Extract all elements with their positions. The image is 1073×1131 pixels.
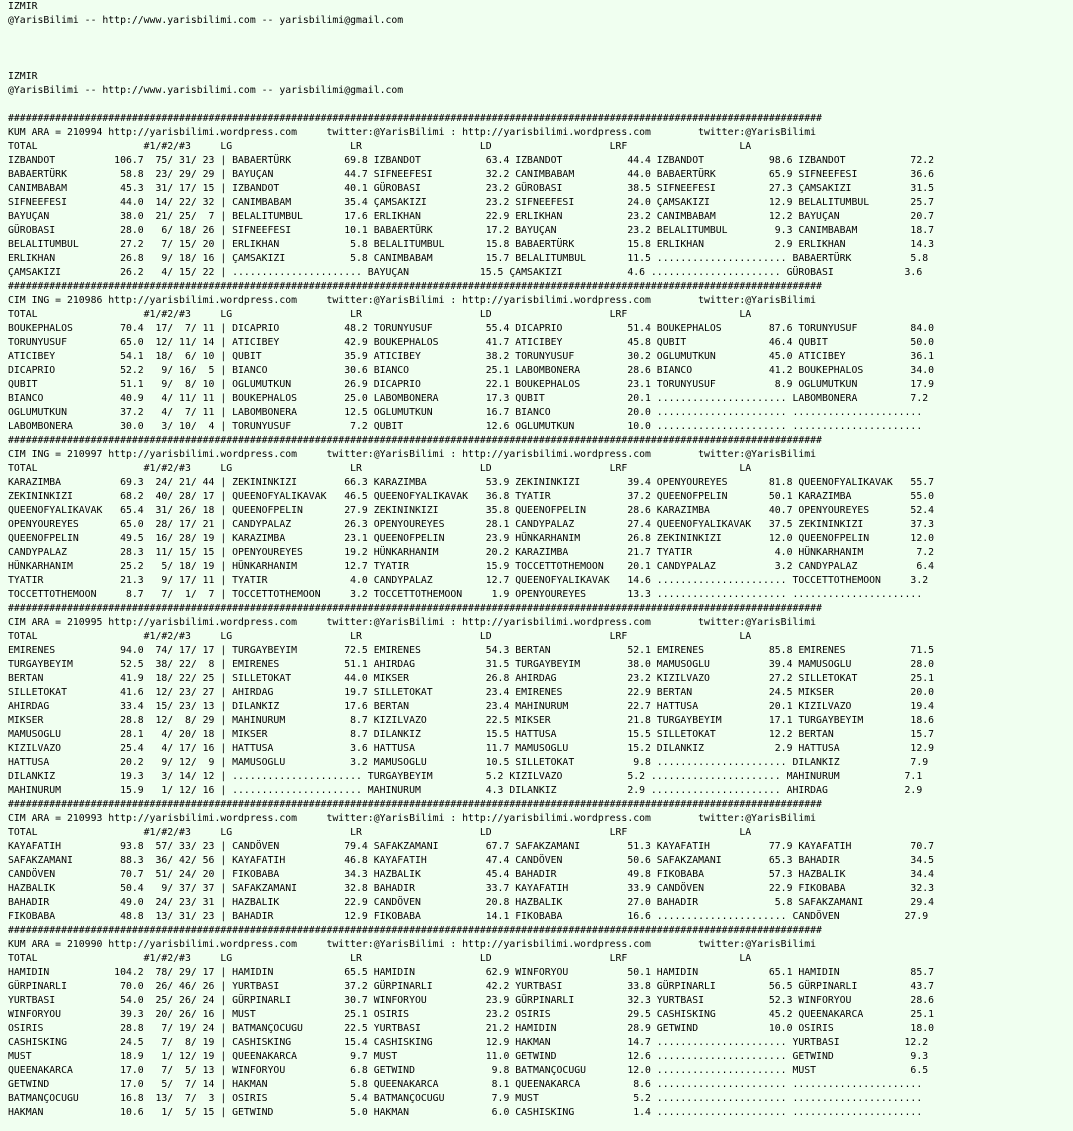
text-line: MIKSER 28.8 12/ 8/ 29 | MAHINURUM 8.7 KIZILVAZO 22.5 MIKSER 21.8 TURGAYBEYIM 17.1 TURGAYBEYIM 18.6 [8, 715, 935, 726]
text-line: FIKOBABA 48.8 13/ 31/ 23 | BAHADIR 12.9 FIKOBABA 14.1 FIKOBABA 16.6 ...................... CANDÖVEN 27.9 [8, 911, 929, 922]
text-line: CIM ING = 210986 http://yarisbilimi.wordpress.com twitter:@YarisBilimi : http://yarisbilimi.wordpress.com twitter:@YarisBilimi [8, 295, 817, 306]
text-line: TOTAL #1/#2/#3 LG LR LD LRF LA [8, 631, 752, 642]
text-line: OPENYOUREYES 65.0 28/ 17/ 21 | CANDYPALAZ 26.3 OPENYOUREYES 28.1 CANDYPALAZ 27.4 QUEENOFYALIKAVAK 37.5 ZEKININKIZI 37.3 [8, 519, 935, 530]
text-line: DILANKIZ 19.3 3/ 14/ 12 | ...................... TURGAYBEYIM 5.2 KIZILVAZO 5.2 ...................... MAHINURUM 7.1 [8, 771, 923, 782]
text-line: BELALITUMBUL 27.2 7/ 15/ 20 | ERLIKHAN 5.8 BELALITUMBUL 15.8 BABAERTÜRK 15.8 ERLIKHAN 2.9 ERLIKHAN 14.3 [8, 239, 935, 250]
text-line: TOTAL #1/#2/#3 LG LR LD LRF LA [8, 309, 752, 320]
text-line: TOTAL #1/#2/#3 LG LR LD LRF LA [8, 141, 752, 152]
text-line: TOTAL #1/#2/#3 LG LR LD LRF LA [8, 827, 752, 838]
text-line [8, 42, 1073, 56]
text-line: KAYAFATIH 93.8 57/ 33/ 23 | CANDÖVEN 79.4 SAFAKZAMANI 67.7 SAFAKZAMANI 51.3 KAYAFATIH 77.9 KAYAFATIH 70.7 [8, 841, 935, 852]
text-line: BIANCO 40.9 4/ 11/ 11 | BOUKEPHALOS 25.0 LABOMBONERA 17.3 QUBIT 20.1 ...................... LABOMBONERA 7.2 [8, 393, 929, 404]
text-line: BABAERTÜRK 58.8 23/ 29/ 29 | BAYUÇAN 44.7 SIFNEEFESI 32.2 CANIMBABAM 44.0 BABAERTÜRK 65.9 SIFNEEFESI 36.6 [8, 169, 935, 180]
text-line: WINFORYOU 39.3 20/ 26/ 16 | MUST 25.1 OSIRIS 23.2 OSIRIS 29.5 CASHISKING 45.2 QUEENAKARCA 25.1 [8, 1009, 935, 1020]
text-line: KUM ARA = 210990 http://yarisbilimi.wordpress.com twitter:@YarisBilimi : http://yarisbilimi.wordpress.com twitter:@YarisBilimi [8, 939, 817, 950]
text-line: TORUNYUSUF 65.0 12/ 11/ 14 | ATICIBEY 42.9 BOUKEPHALOS 41.7 ATICIBEY 45.8 QUBIT 46.4 QUBIT 50.0 [8, 337, 935, 348]
text-line: IZMIR [8, 71, 38, 82]
text-line: CANDÖVEN 70.7 51/ 24/ 20 | FIKOBABA 34.3 HAZBALIK 45.4 BAHADIR 49.8 FIKOBABA 57.3 HAZBALIK 34.4 [8, 869, 935, 880]
text-line: BAYUÇAN 38.0 21/ 25/ 7 | BELALITUMBUL 17.6 ERLIKHAN 22.9 ERLIKHAN 23.2 CANIMBABAM 12.2 BAYUÇAN 20.7 [8, 211, 935, 222]
text-line: KARAZIMBA 69.3 24/ 21/ 44 | ZEKININKIZI 66.3 KARAZIMBA 53.9 ZEKININKIZI 39.4 OPENYOUREYES 81.8 QUEENOFYALIKAVAK 55.7 [8, 477, 935, 488]
text-line: ########################################################################################################################################## [8, 603, 822, 614]
text-line: QUEENOFYALIKAVAK 65.4 31/ 26/ 18 | QUEENOFPELIN 27.9 ZEKININKIZI 35.8 QUEENOFPELIN 28.6 KARAZIMBA 40.7 OPENYOUREYES 52.4 [8, 505, 935, 516]
text-line: ########################################################################################################################################## [8, 113, 822, 124]
text-line: CANDYPALAZ 28.3 11/ 15/ 15 | OPENYOUREYES 19.2 HÜNKARHANIM 20.2 KARAZIMBA 21.7 TYATIR 4.0 HÜNKARHANIM 7.2 [8, 547, 935, 558]
text-line [8, 28, 1073, 42]
text-line: ########################################################################################################################################## [8, 925, 822, 936]
text-line: DICAPRIO 52.2 9/ 16/ 5 | BIANCO 30.6 BIANCO 25.1 LABOMBONERA 28.6 BIANCO 41.2 BOUKEPHALOS 34.0 [8, 365, 935, 376]
text-line: GÜRPINARLI 70.0 26/ 46/ 26 | YURTBASI 37.2 GÜRPINARLI 42.2 YURTBASI 33.8 GÜRPINARLI 56.5 GÜRPINARLI 43.7 [8, 981, 935, 992]
text-line: LABOMBONERA 30.0 3/ 10/ 4 | TORUNYUSUF 7.2 QUBIT 12.6 OGLUMUTKUN 10.0 ...................... ...................... [8, 421, 923, 432]
text-line: BATMANÇOCUGU 16.8 13/ 7/ 3 | OSIRIS 5.4 BATMANÇOCUGU 7.9 MUST 5.2 ...................... ...................... [8, 1093, 923, 1104]
text-line: HÜNKARHANIM 25.2 5/ 18/ 19 | HÜNKARHANIM 12.7 TYATIR 15.9 TOCCETTOTHEMOON 20.1 CANDYPALAZ 3.2 CANDYPALAZ 6.4 [8, 561, 935, 572]
text-line: GÜROBASI 28.0 6/ 18/ 26 | SIFNEEFESI 10.1 BABAERTÜRK 17.2 BAYUÇAN 23.2 BELALITUMBUL 9.3 CANIMBABAM 18.7 [8, 225, 935, 236]
text-line: @YarisBilimi -- http://www.yarisbilimi.com -- yarisbilimi@gmail.com [8, 85, 404, 96]
text-line: IZBANDOT 106.7 75/ 31/ 23 | BABAERTÜRK 69.8 IZBANDOT 63.4 IZBANDOT 44.4 IZBANDOT 98.6 IZBANDOT 72.2 [8, 155, 935, 166]
text-line: TYATIR 21.3 9/ 17/ 11 | TYATIR 4.0 CANDYPALAZ 12.7 QUEENOFYALIKAVAK 14.6 ...................... TOCCETTOTHEMOON 3.2 [8, 575, 929, 586]
text-line [8, 56, 1073, 70]
text-line: TOCCETTOTHEMOON 8.7 7/ 1/ 7 | TOCCETTOTHEMOON 3.2 TOCCETTOTHEMOON 1.9 OPENYOUREYES 13.3 ...................... ...................... [8, 589, 923, 600]
text-line: HAZBALIK 50.4 9/ 37/ 37 | SAFAKZAMANI 32.8 BAHADIR 33.7 KAYAFATIH 33.9 CANDÖVEN 22.9 FIKOBABA 32.3 [8, 883, 935, 894]
text-line: ########################################################################################################################################## [8, 281, 822, 292]
text-line: ATICIBEY 54.1 18/ 6/ 10 | QUBIT 35.9 ATICIBEY 38.2 TORUNYUSUF 30.2 OGLUMUTKUN 45.0 ATICIBEY 36.1 [8, 351, 935, 362]
text-line: HAKMAN 10.6 1/ 5/ 15 | GETWIND 5.0 HAKMAN 6.0 CASHISKING 1.4 ...................... ...................... [8, 1107, 923, 1118]
text-line: SIFNEEFESI 44.0 14/ 22/ 32 | CANIMBABAM 35.4 ÇAMSAKIZI 23.2 SIFNEEFESI 24.0 ÇAMSAKIZI 12.9 BELALITUMBUL 25.7 [8, 197, 935, 208]
text-line: HATTUSA 20.2 9/ 12/ 9 | MAMUSOGLU 3.2 MAMUSOGLU 10.5 SILLETOKAT 9.8 ...................... DILANKIZ 7.9 [8, 757, 929, 768]
text-line: @YarisBilimi -- http://www.yarisbilimi.com -- yarisbilimi@gmail.com [8, 15, 404, 26]
text-line: CANIMBABAM 45.3 31/ 17/ 15 | IZBANDOT 40.1 GÜROBASI 23.2 GÜROBASI 38.5 SIFNEEFESI 27.3 ÇAMSAKIZI 31.5 [8, 183, 935, 194]
text-line: ########################################################################################################################################## [8, 435, 822, 446]
text-line: TOTAL #1/#2/#3 LG LR LD LRF LA [8, 953, 752, 964]
text-line: CIM ARA = 210995 http://yarisbilimi.wordpress.com twitter:@YarisBilimi : http://yarisbilimi.wordpress.com twitter:@YarisBilimi [8, 617, 817, 628]
text-line: EMIRENES 94.0 74/ 17/ 17 | TURGAYBEYIM 72.5 EMIRENES 54.3 BERTAN 52.1 EMIRENES 85.8 EMIRENES 71.5 [8, 645, 935, 656]
text-line [8, 98, 1073, 112]
text-line: OGLUMUTKUN 37.2 4/ 7/ 11 | LABOMBONERA 12.5 OGLUMUTKUN 16.7 BIANCO 20.0 ...................... ...................... [8, 407, 923, 418]
text-line: ÇAMSAKIZI 26.2 4/ 15/ 22 | ...................... BAYUÇAN 15.5 ÇAMSAKIZI 4.6 ...................... GÜROBASI 3.6 [8, 267, 923, 278]
text-line: MAHINURUM 15.9 1/ 12/ 16 | ...................... MAHINURUM 4.3 DILANKIZ 2.9 ...................... AHIRDAG 2.9 [8, 785, 923, 796]
text-line: IZMIR [8, 1, 38, 12]
text-line: GETWIND 17.0 5/ 7/ 14 | HAKMAN 5.8 QUEENAKARCA 8.1 QUEENAKARCA 8.6 ...................... ...................... [8, 1079, 923, 1090]
text-line: ########################################################################################################################################## [8, 799, 822, 810]
text-line: ZEKININKIZI 68.2 40/ 28/ 17 | QUEENOFYALIKAVAK 46.5 QUEENOFYALIKAVAK 36.8 TYATIR 37.2 QUEENOFPELIN 50.1 KARAZIMBA 55.0 [8, 491, 935, 502]
text-line: KUM ARA = 210994 http://yarisbilimi.wordpress.com twitter:@YarisBilimi : http://yarisbilimi.wordpress.com twitter:@YarisBilimi [8, 127, 817, 138]
text-line: BOUKEPHALOS 70.4 17/ 7/ 11 | DICAPRIO 48.2 TORUNYUSUF 55.4 DICAPRIO 51.4 BOUKEPHALOS 87.6 TORUNYUSUF 84.0 [8, 323, 935, 334]
text-line: HAMIDIN 104.2 78/ 29/ 17 | HAMIDIN 65.5 HAMIDIN 62.9 WINFORYOU 50.1 HAMIDIN 65.1 HAMIDIN 85.7 [8, 967, 935, 978]
text-line: SAFAKZAMANI 88.3 36/ 42/ 56 | KAYAFATIH 46.8 KAYAFATIH 47.4 CANDÖVEN 50.6 SAFAKZAMANI 65.3 BAHADIR 34.5 [8, 855, 935, 866]
text-line: QUEENAKARCA 17.0 7/ 5/ 13 | WINFORYOU 6.8 GETWIND 9.8 BATMANÇOCUGU 12.0 ...................... MUST 6.5 [8, 1065, 929, 1076]
text-line: QUEENOFPELIN 49.5 16/ 28/ 19 | KARAZIMBA 23.1 QUEENOFPELIN 23.9 HÜNKARHANIM 26.8 ZEKININKIZI 12.0 QUEENOFPELIN 12.0 [8, 533, 935, 544]
text-line: OSIRIS 28.8 7/ 19/ 24 | BATMANÇOCUGU 22.5 YURTBASI 21.2 HAMIDIN 28.9 GETWIND 10.0 OSIRIS 18.0 [8, 1023, 935, 1034]
text-line: AHIRDAG 33.4 15/ 23/ 13 | DILANKIZ 17.6 BERTAN 23.4 MAHINURUM 22.7 HATTUSA 20.1 KIZILVAZO 19.4 [8, 701, 935, 712]
text-line: SILLETOKAT 41.6 12/ 23/ 27 | AHIRDAG 19.7 SILLETOKAT 23.4 EMIRENES 22.9 BERTAN 24.5 MIKSER 20.0 [8, 687, 935, 698]
text-line: YURTBASI 54.0 25/ 26/ 24 | GÜRPINARLI 30.7 WINFORYOU 23.9 GÜRPINARLI 32.3 YURTBASI 52.3 WINFORYOU 28.6 [8, 995, 935, 1006]
text-line: CIM ARA = 210993 http://yarisbilimi.wordpress.com twitter:@YarisBilimi : http://yarisbilimi.wordpress.com twitter:@YarisBilimi [8, 813, 817, 824]
text-line: QUBIT 51.1 9/ 8/ 10 | OGLUMUTKUN 26.9 DICAPRIO 22.1 BOUKEPHALOS 23.1 TORUNYUSUF 8.9 OGLUMUTKUN 17.9 [8, 379, 935, 390]
text-line: TOTAL #1/#2/#3 LG LR LD LRF LA [8, 463, 752, 474]
text-line: MUST 18.9 1/ 12/ 19 | QUEENAKARCA 9.7 MUST 11.0 GETWIND 12.6 ...................... GETWIND 9.3 [8, 1051, 929, 1062]
text-line: KIZILVAZO 25.4 4/ 17/ 16 | HATTUSA 3.6 HATTUSA 11.7 MAMUSOGLU 15.2 DILANKIZ 2.9 HATTUSA 12.9 [8, 743, 935, 754]
text-line: BAHADIR 49.0 24/ 23/ 31 | HAZBALIK 22.9 CANDÖVEN 20.8 HAZBALIK 27.0 BAHADIR 5.8 SAFAKZAMANI 29.4 [8, 897, 935, 908]
text-line: BERTAN 41.9 18/ 22/ 25 | SILLETOKAT 44.0 MIKSER 26.8 AHIRDAG 23.2 KIZILVAZO 27.2 SILLETOKAT 25.1 [8, 673, 935, 684]
text-line: CASHISKING 24.5 7/ 8/ 19 | CASHISKING 15.4 CASHISKING 12.9 HAKMAN 14.7 ...................... YURTBASI 12.2 [8, 1037, 929, 1048]
text-line: ERLIKHAN 26.8 9/ 18/ 16 | ÇAMSAKIZI 5.8 CANIMBABAM 15.7 BELALITUMBUL 11.5 ...................... BABAERTÜRK 5.8 [8, 253, 929, 264]
text-line: CIM ING = 210997 http://yarisbilimi.wordpress.com twitter:@YarisBilimi : http://yarisbilimi.wordpress.com twitter:@YarisBilimi [8, 449, 817, 460]
text-line: MAMUSOGLU 28.1 4/ 20/ 18 | MIKSER 8.7 DILANKIZ 15.5 HATTUSA 15.5 SILLETOKAT 12.2 BERTAN 15.7 [8, 729, 935, 740]
text-line: TURGAYBEYIM 52.5 38/ 22/ 8 | EMIRENES 51.1 AHIRDAG 31.5 TURGAYBEYIM 38.0 MAMUSOGLU 39.4 MAMUSOGLU 28.0 [8, 659, 935, 670]
